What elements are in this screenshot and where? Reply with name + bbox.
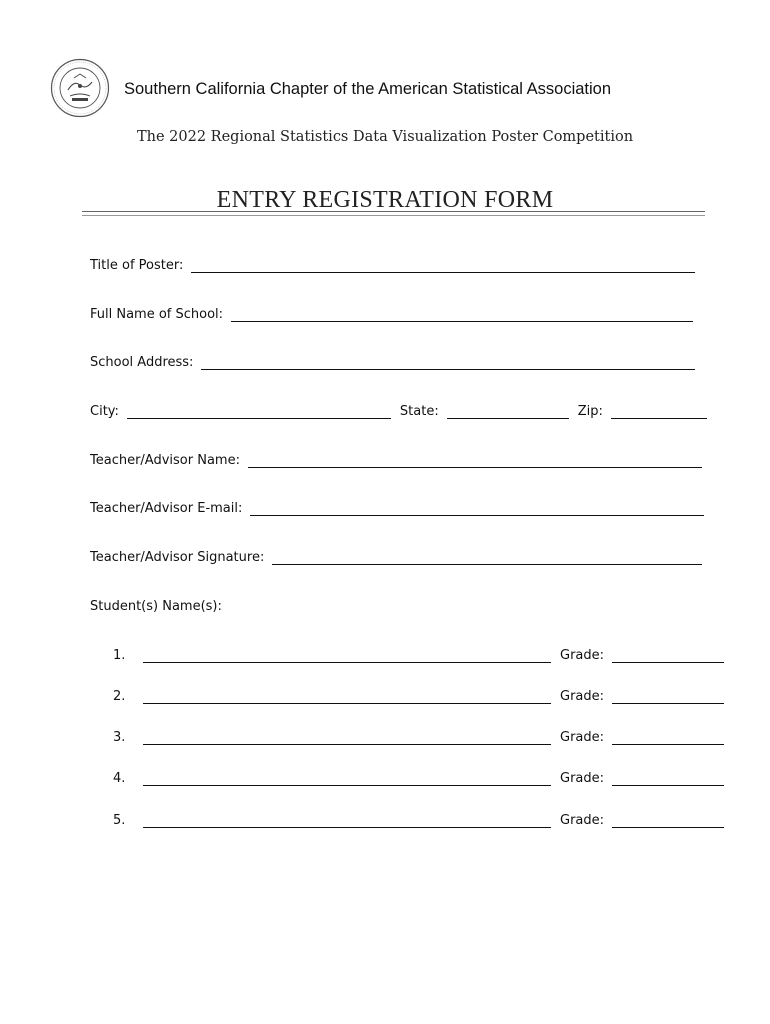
title-rule-thick bbox=[82, 211, 705, 212]
student-row bbox=[113, 771, 724, 786]
student-row bbox=[113, 648, 724, 663]
advisor-email-label: Teacher/Advisor E-mail: bbox=[90, 501, 243, 516]
title-rule-thin bbox=[82, 215, 705, 216]
advisor-name-field[interactable] bbox=[248, 453, 702, 468]
student-row bbox=[113, 689, 724, 704]
student-number: 1. bbox=[113, 648, 126, 663]
grade-field[interactable] bbox=[612, 730, 724, 745]
school-name-label: Full Name of School: bbox=[90, 307, 224, 322]
grade-field[interactable] bbox=[612, 771, 724, 786]
form-title: ENTRY REGISTRATION FORM bbox=[216, 187, 554, 213]
zip-label: Zip: bbox=[577, 404, 603, 419]
school-address-label: School Address: bbox=[90, 355, 194, 370]
advisor-name-row bbox=[90, 453, 702, 468]
student-name-field[interactable] bbox=[143, 771, 551, 786]
grade-field[interactable] bbox=[612, 813, 724, 828]
school-address-row bbox=[90, 355, 695, 370]
student-number: 3. bbox=[113, 730, 126, 745]
city-label: City: bbox=[90, 404, 119, 419]
grade-label: Grade: bbox=[560, 730, 605, 745]
competition-title: The 2022 Regional Statistics Data Visualization Poster Competition bbox=[136, 129, 634, 145]
advisor-email-field[interactable] bbox=[250, 501, 704, 516]
advisor-email-row bbox=[90, 501, 704, 516]
student-number: 5. bbox=[113, 813, 126, 828]
chapter-seal-icon bbox=[50, 58, 110, 118]
grade-field[interactable] bbox=[612, 689, 724, 704]
zip-field[interactable] bbox=[611, 404, 707, 419]
grade-label: Grade: bbox=[560, 689, 605, 704]
grade-label: Grade: bbox=[560, 813, 605, 828]
advisor-signature-label: Teacher/Advisor Signature: bbox=[90, 550, 265, 565]
student-name-field[interactable] bbox=[143, 813, 551, 828]
school-address-field[interactable] bbox=[201, 355, 695, 370]
student-name-field[interactable] bbox=[143, 730, 551, 745]
state-field[interactable] bbox=[447, 404, 569, 419]
advisor-signature-row bbox=[90, 550, 702, 565]
grade-label: Grade: bbox=[560, 648, 605, 663]
poster-title-row bbox=[90, 258, 695, 273]
student-number: 4. bbox=[113, 771, 126, 786]
student-name-field[interactable] bbox=[143, 648, 551, 663]
advisor-signature-field[interactable] bbox=[272, 550, 702, 565]
city-field[interactable] bbox=[127, 404, 391, 419]
organization-name: Southern California Chapter of the American Statistical Association bbox=[124, 80, 612, 98]
city-state-zip-row bbox=[90, 404, 707, 419]
grade-label: Grade: bbox=[560, 771, 605, 786]
poster-title-field[interactable] bbox=[191, 258, 695, 273]
state-label: State: bbox=[399, 404, 439, 419]
grade-field[interactable] bbox=[612, 648, 724, 663]
student-row bbox=[113, 813, 724, 828]
school-name-row bbox=[90, 307, 693, 322]
school-name-field[interactable] bbox=[231, 307, 693, 322]
students-heading-row bbox=[90, 599, 222, 614]
advisor-name-label: Teacher/Advisor Name: bbox=[90, 453, 240, 468]
students-heading: Student(s) Name(s): bbox=[90, 599, 222, 614]
student-number: 2. bbox=[113, 689, 126, 704]
poster-title-label: Title of Poster: bbox=[90, 258, 184, 273]
student-name-field[interactable] bbox=[143, 689, 551, 704]
student-row bbox=[113, 730, 724, 745]
